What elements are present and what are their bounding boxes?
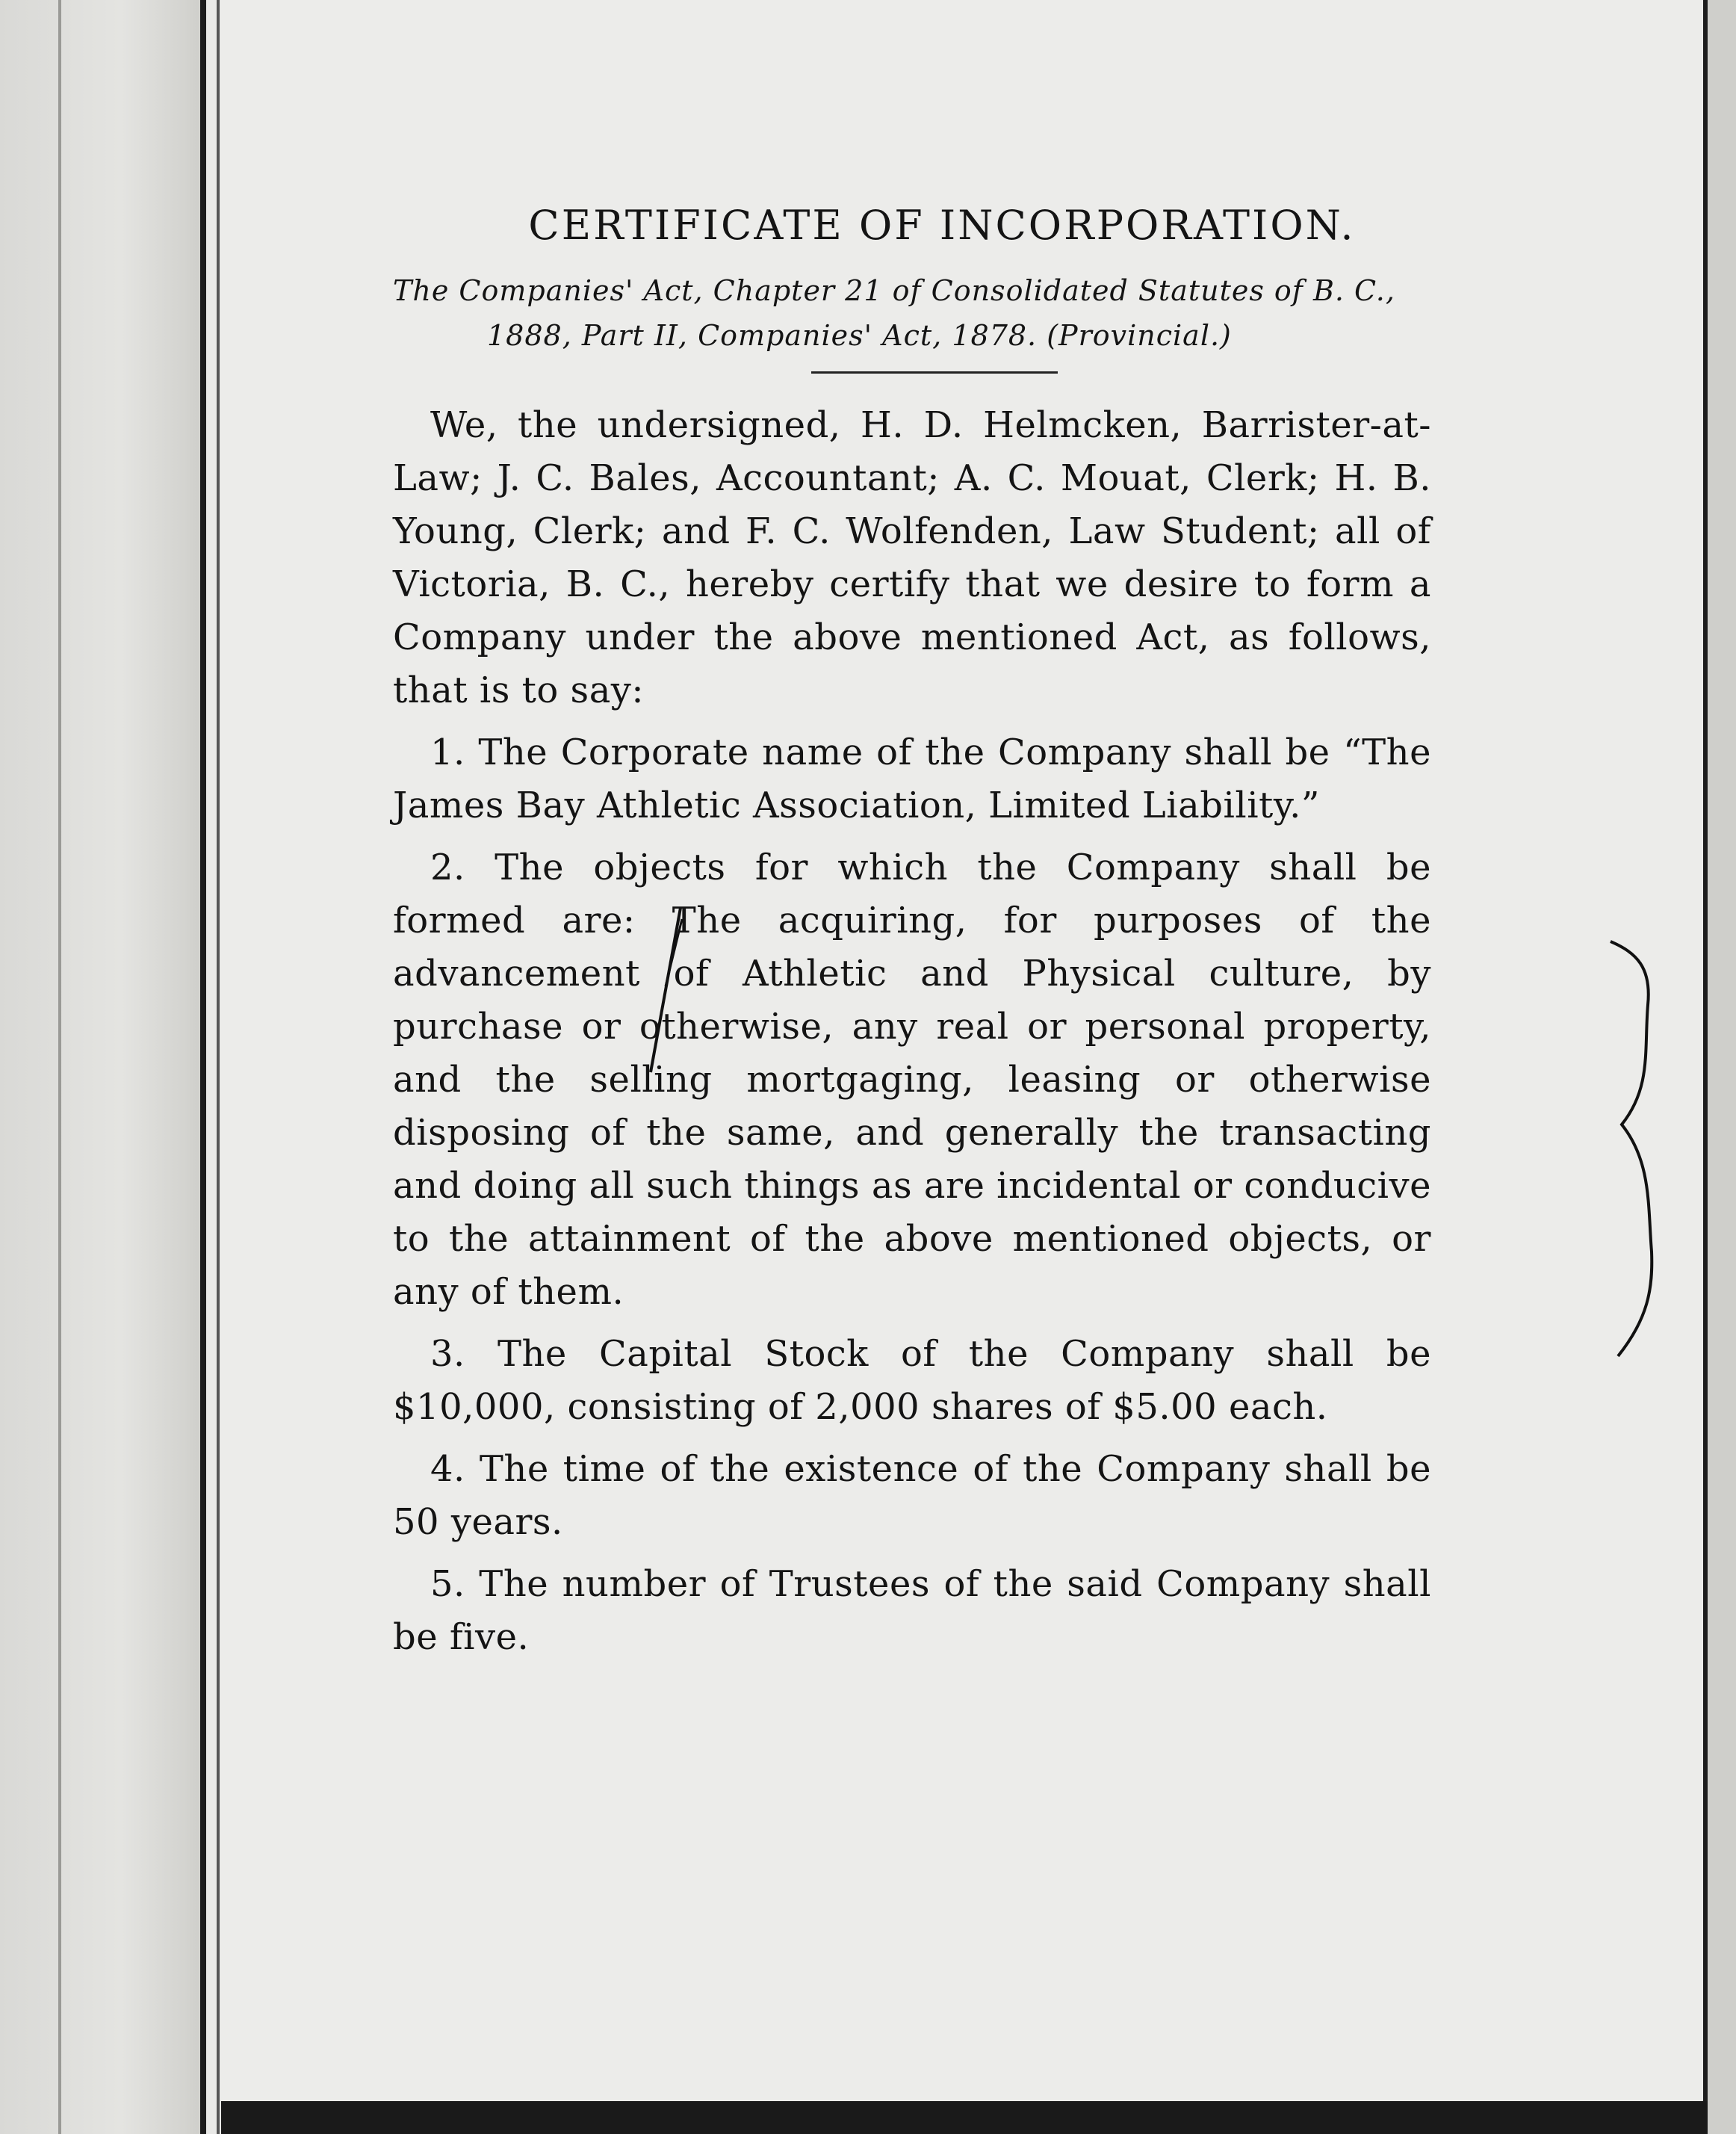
document-title: CERTIFICATE OF INCORPORATION. <box>528 202 1356 249</box>
handwritten-slash-mark <box>636 904 695 1076</box>
certificate-text <box>393 202 1431 1673</box>
page-fold-line <box>58 0 61 2134</box>
clause-3: 3. The Capital Stock of the Company shall be $10,000, consisting of 2,000 shares of $5.00 each. <box>393 1333 1431 1428</box>
handwritten-bracket-mark <box>1607 938 1689 1371</box>
binding-shadow <box>217 0 220 2134</box>
clause-1: 1. The Corporate name of the Company shall be “The James Bay Athletic Association, Limited Liability.” <box>393 732 1431 826</box>
preamble-paragraph: We, the undersigned, H. D. Helmcken, Barrister-at-Law; J. C. Bales, Accountant; A. C. Mouat, Clerk; H. B. Young, Clerk; and F. C. Wolfenden, Law Student; all of Victoria, B. C., hereby certify that we desire to form a Company under the above mentioned Act, as follows, that is to say: <box>393 404 1431 711</box>
clause-2: 2. The objects for which the Company shall be formed are: The acquiring, for purposes of the advancement of Athletic and Physical culture, by purchase or otherwise, any real or personal property, and the selling mortgaging, leasing or otherwise disposing of the same, and generally the transacting and doing all such things as are incidental or conducive to the attainment of the above mentioned objects, or any of them. <box>393 847 1431 1313</box>
divider-rule <box>811 371 1058 374</box>
act-reference: The Companies' Act, Chapter 21 of Consolidated Statutes of B. C., 1888, Part II, Companies' Act, 1878. (Provincial.) <box>393 274 1395 352</box>
binding-gutter <box>200 0 206 2134</box>
page-bottom-edge <box>221 2101 1708 2134</box>
clause-5: 5. The number of Trustees of the said Company shall be five. <box>393 1563 1431 1658</box>
clause-4: 4. The time of the existence of the Company shall be 50 years. <box>393 1448 1431 1543</box>
document-page <box>221 0 1708 2134</box>
facing-page-edge <box>0 0 202 2134</box>
right-margin-edge <box>1708 0 1736 2134</box>
